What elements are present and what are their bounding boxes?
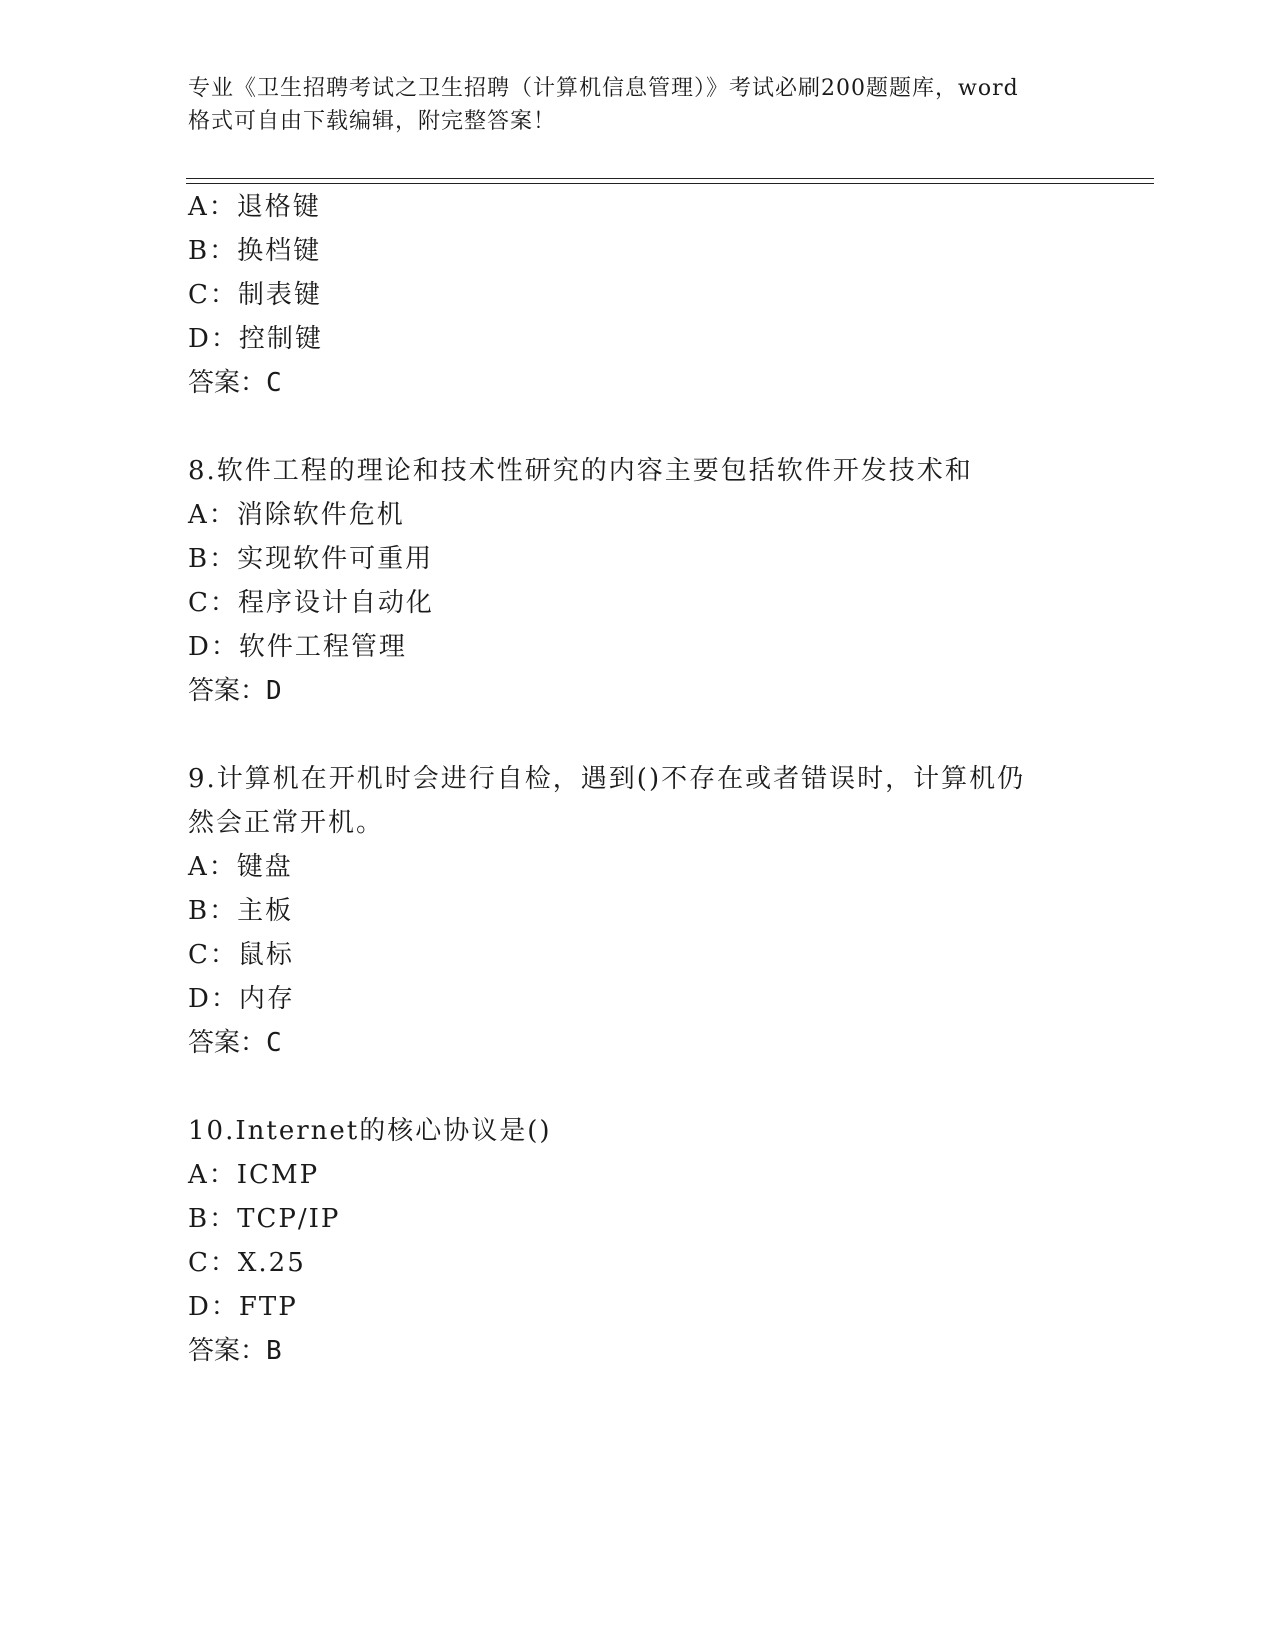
q9-option-b: B：主板	[188, 896, 294, 926]
answer-label: 答案：	[188, 368, 267, 398]
q8-stem: 8.软件工程的理论和技术性研究的内容主要包括软件开发技术和	[188, 456, 973, 486]
answer-label: 答案：	[188, 1028, 267, 1058]
answer-label: 答案：	[188, 676, 267, 706]
header-divider-top	[186, 178, 1154, 179]
q7-option-c: C：制表键	[188, 280, 322, 310]
q9-stem-line-1: 9.计算机在开机时会进行自检，遇到()不存在或者错误时，计算机仍	[188, 764, 1026, 794]
q7-option-d: D：控制键	[188, 324, 323, 354]
q10-option-d: D：FTP	[188, 1292, 298, 1322]
answer-value: C	[266, 368, 282, 398]
q8-option-b: B：实现软件可重用	[188, 544, 434, 574]
q10-option-a: A：ICMP	[188, 1160, 320, 1190]
header-line-1: 专业《卫生招聘考试之卫生招聘（计算机信息管理）》考试必刷200题题库，word	[188, 76, 1019, 101]
q7-option-a: A：退格键	[188, 192, 321, 222]
q8-answer	[188, 675, 282, 707]
header-divider-bottom	[186, 183, 1154, 184]
answer-value: B	[266, 1336, 282, 1366]
q8-option-a: A：消除软件危机	[188, 500, 405, 530]
q10-option-c: C：X.25	[188, 1248, 306, 1278]
q10-stem: 10.Internet的核心协议是()	[188, 1116, 552, 1146]
q7-option-b: B：换档键	[188, 236, 322, 266]
q9-stem-line-2: 然会正常开机。	[188, 808, 385, 838]
document-header	[188, 72, 1088, 138]
q10-answer	[188, 1335, 282, 1367]
answer-value: D	[266, 676, 282, 706]
answer-value: C	[266, 1028, 282, 1058]
q9-option-d: D：内存	[188, 984, 295, 1014]
q8-option-c: C：程序设计自动化	[188, 588, 434, 618]
q9-option-a: A：键盘	[188, 852, 293, 882]
q10-option-b: B：TCP/IP	[188, 1204, 341, 1234]
answer-label: 答案：	[188, 1336, 267, 1366]
q9-option-c: C：鼠标	[188, 940, 294, 970]
q7-answer	[188, 367, 282, 399]
q8-option-d: D：软件工程管理	[188, 632, 407, 662]
header-line-2: 格式可自由下载编辑，附完整答案！	[188, 109, 557, 134]
q9-answer	[188, 1027, 282, 1059]
